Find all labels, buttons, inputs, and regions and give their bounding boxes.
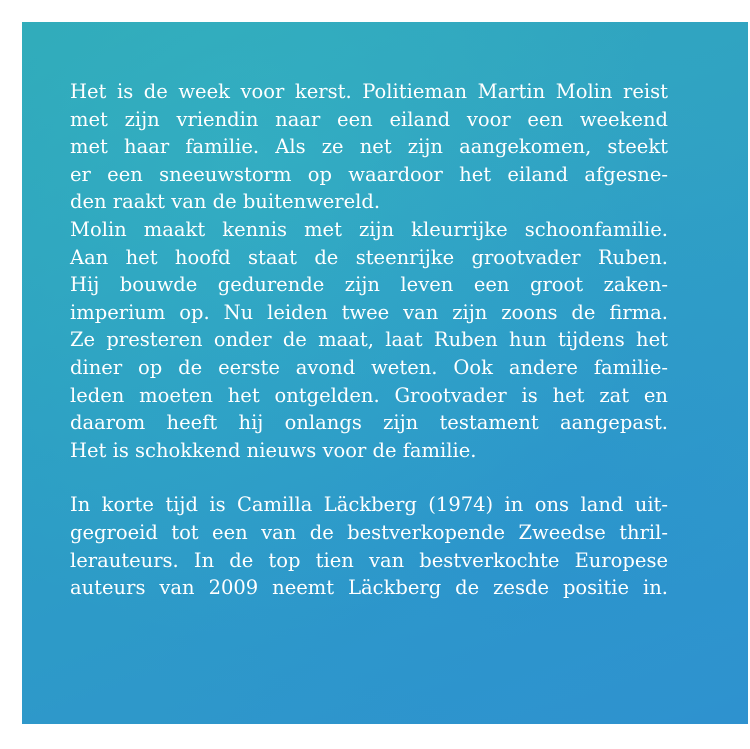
text-line: Hij bouwde gedurende zijn leven een groot zaken- — [70, 273, 668, 297]
text-line: Molin maakt kennis met zijn kleurrijke schoonfamilie. — [70, 217, 668, 241]
text-line: diner op de eerste avond weten. Ook andere familie- — [70, 355, 668, 379]
text-line: auteurs van 2009 neemt Läckberg de zesde positie in. — [70, 576, 668, 600]
paragraph-family — [70, 216, 668, 464]
text-line: daarom heeft hij onlangs zijn testament aangepast. — [70, 411, 668, 435]
text-line: In korte tijd is Camilla Läckberg (1974) in ons land uit- — [70, 493, 668, 517]
text-line: Aan het hoofd staat de steenrijke grootvader Ruben. — [70, 245, 668, 269]
text-line: er een sneeuwstorm op waardoor het eiland afgesne- — [70, 162, 668, 186]
blurb-text — [70, 78, 668, 602]
text-line: Ze presteren onder de maat, laat Ruben hun tijdens het — [70, 328, 668, 352]
text-line: lerauteurs. In de top tien van bestverkochte Europese — [70, 548, 668, 572]
text-line: gegroeid tot een van de bestverkopende Zweedse thril- — [70, 520, 668, 544]
text-line: leden moeten het ontgelden. Grootvader is het zat en — [70, 383, 668, 407]
text-line: Het is de week voor kerst. Politieman Martin Molin reist — [70, 80, 668, 103]
book-back-cover — [22, 22, 748, 724]
text-line: met zijn vriendin naar een eiland voor een weekend — [70, 107, 668, 131]
paragraph-plot-intro — [70, 78, 668, 216]
paragraph-author — [70, 491, 668, 601]
text-line: met haar familie. Als ze net zijn aangekomen, steekt — [70, 135, 668, 159]
text-line: den raakt van de buitenwereld. — [70, 190, 381, 214]
paragraph-spacer — [70, 464, 668, 491]
text-line: imperium op. Nu leiden twee van zijn zoons de firma. — [70, 300, 668, 324]
text-line: Het is schokkend nieuws voor de familie. — [70, 438, 477, 462]
